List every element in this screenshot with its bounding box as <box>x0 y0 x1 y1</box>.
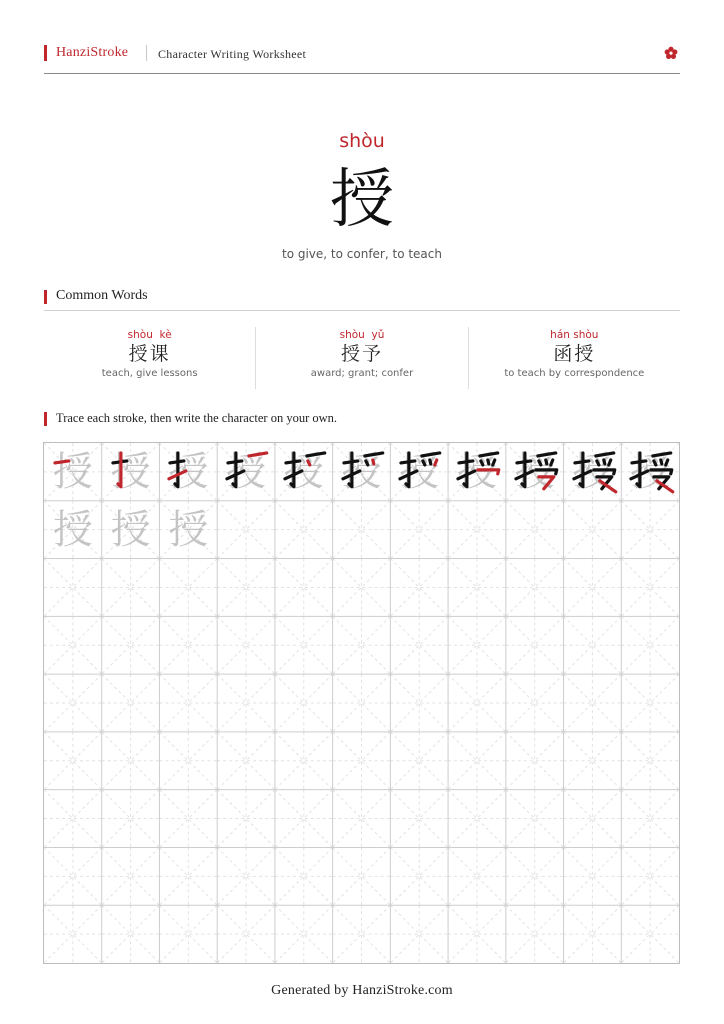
practice-cell[interactable] <box>621 443 679 501</box>
practice-cell[interactable] <box>448 790 506 848</box>
practice-cell[interactable] <box>506 790 564 848</box>
practice-cell[interactable] <box>159 847 217 905</box>
practice-cell[interactable] <box>506 443 564 501</box>
practice-cell[interactable] <box>390 559 448 617</box>
stroke-order-step <box>448 443 506 501</box>
practice-cell[interactable] <box>44 616 102 674</box>
practice-cell[interactable] <box>44 559 102 617</box>
practice-cell[interactable] <box>564 790 622 848</box>
practice-cell[interactable] <box>217 790 275 848</box>
practice-cell[interactable] <box>621 559 679 617</box>
practice-grid[interactable] <box>43 442 680 964</box>
practice-cell[interactable] <box>217 501 275 559</box>
practice-cell[interactable] <box>102 616 160 674</box>
trace-character: 授 <box>52 449 93 495</box>
practice-cell[interactable] <box>333 559 391 617</box>
practice-cell[interactable] <box>448 732 506 790</box>
stroke-order-step <box>102 443 160 501</box>
practice-cell[interactable] <box>275 674 333 732</box>
stroke-order-step <box>44 443 102 501</box>
practice-cell[interactable] <box>506 905 564 963</box>
practice-cell[interactable] <box>621 847 679 905</box>
practice-cell[interactable] <box>390 616 448 674</box>
practice-cell[interactable] <box>448 616 506 674</box>
practice-cell[interactable] <box>390 443 448 501</box>
word-hanzi: 授课 <box>128 343 171 365</box>
practice-cell[interactable] <box>44 905 102 963</box>
word-pinyin: shòu kè <box>127 329 172 341</box>
practice-cell[interactable] <box>159 905 217 963</box>
practice-cell[interactable] <box>564 443 622 501</box>
word-meaning: to teach by correspondence <box>504 368 645 379</box>
section-accent-bar <box>44 412 47 426</box>
practice-cell[interactable] <box>44 790 102 848</box>
practice-cell[interactable] <box>390 674 448 732</box>
practice-cell[interactable] <box>506 847 564 905</box>
practice-cell[interactable] <box>44 443 102 501</box>
common-words-title: Common Words <box>56 288 148 303</box>
practice-cell[interactable] <box>159 674 217 732</box>
worksheet-title: Character Writing Worksheet <box>158 47 307 61</box>
practice-cell[interactable] <box>102 443 160 501</box>
footer-credit: Generated by HanziStroke.com <box>271 983 453 998</box>
word-item <box>255 327 467 389</box>
practice-cell[interactable] <box>506 501 564 559</box>
worksheet-header <box>44 44 680 74</box>
practice-cell[interactable] <box>159 443 217 501</box>
practice-cell[interactable] <box>448 501 506 559</box>
practice-cell[interactable] <box>159 790 217 848</box>
practice-cell[interactable] <box>333 732 391 790</box>
practice-cell[interactable] <box>102 559 160 617</box>
practice-cell[interactable] <box>390 905 448 963</box>
practice-cell[interactable] <box>44 501 102 559</box>
practice-cell[interactable] <box>333 443 391 501</box>
practice-cell[interactable] <box>217 616 275 674</box>
trace-character: 授 <box>168 449 209 495</box>
practice-cell[interactable] <box>564 674 622 732</box>
practice-cell[interactable] <box>448 443 506 501</box>
practice-cell[interactable] <box>275 443 333 501</box>
character-hanzi: 授 <box>330 163 394 237</box>
trace-character: 授 <box>110 449 151 495</box>
practice-cell[interactable] <box>102 501 160 559</box>
practice-cell[interactable] <box>44 674 102 732</box>
practice-cell[interactable] <box>506 674 564 732</box>
practice-cell[interactable] <box>275 732 333 790</box>
word-pinyin: shòu yǔ <box>339 329 385 341</box>
stroke-order-step <box>564 443 622 501</box>
common-words-list <box>44 327 680 389</box>
practice-heading <box>44 411 680 429</box>
trace-character: 授 <box>283 449 324 495</box>
practice-cell[interactable] <box>506 616 564 674</box>
plum-blossom-icon <box>664 46 678 60</box>
practice-cell[interactable] <box>333 790 391 848</box>
common-words-heading <box>44 289 680 311</box>
practice-cell[interactable] <box>390 732 448 790</box>
practice-cell[interactable] <box>506 559 564 617</box>
trace-character: 授 <box>572 449 613 495</box>
practice-cell[interactable] <box>333 501 391 559</box>
practice-cell[interactable] <box>217 443 275 501</box>
stroke-order-step <box>217 443 275 501</box>
practice-cell[interactable] <box>564 847 622 905</box>
practice-cell[interactable] <box>102 790 160 848</box>
practice-cell[interactable] <box>44 732 102 790</box>
practice-cell[interactable] <box>275 905 333 963</box>
section-accent-bar <box>44 290 47 304</box>
practice-cell[interactable] <box>506 732 564 790</box>
practice-cell[interactable] <box>333 847 391 905</box>
practice-instruction: Trace each stroke, then write the character on your own. <box>56 411 338 425</box>
practice-cell[interactable] <box>448 905 506 963</box>
character-meaning: to give, to confer, to teach <box>281 247 442 261</box>
practice-cell[interactable] <box>621 905 679 963</box>
trace-character: 授 <box>52 506 93 553</box>
practice-cell[interactable] <box>621 616 679 674</box>
practice-cell[interactable] <box>448 674 506 732</box>
word-pinyin: hán shòu <box>550 329 599 341</box>
practice-cell[interactable] <box>217 847 275 905</box>
brand-name[interactable]: HanziStroke <box>56 45 129 60</box>
trace-character: 授 <box>399 449 440 495</box>
practice-cell[interactable] <box>159 616 217 674</box>
practice-cell[interactable] <box>448 847 506 905</box>
practice-cell[interactable] <box>333 905 391 963</box>
practice-cell[interactable] <box>564 732 622 790</box>
practice-cell[interactable] <box>390 790 448 848</box>
practice-cell[interactable] <box>102 847 160 905</box>
practice-cell[interactable] <box>621 674 679 732</box>
practice-cell[interactable] <box>217 559 275 617</box>
character-pinyin: shòu <box>339 130 385 152</box>
practice-cell[interactable] <box>275 790 333 848</box>
word-item <box>44 327 255 389</box>
practice-cell[interactable] <box>333 674 391 732</box>
practice-cell[interactable] <box>564 905 622 963</box>
practice-cell[interactable] <box>621 501 679 559</box>
trace-character: 授 <box>168 506 209 553</box>
stroke-order-step <box>506 443 564 501</box>
practice-cell[interactable] <box>448 559 506 617</box>
practice-cell[interactable] <box>564 616 622 674</box>
trace-character: 授 <box>630 449 671 495</box>
practice-cell[interactable] <box>564 559 622 617</box>
practice-cell[interactable] <box>159 501 217 559</box>
trace-character: 授 <box>226 449 267 495</box>
practice-cell[interactable] <box>217 905 275 963</box>
word-meaning: award; grant; confer <box>310 368 414 379</box>
stroke-order-step <box>621 443 679 501</box>
practice-cell[interactable] <box>275 559 333 617</box>
practice-cell[interactable] <box>275 847 333 905</box>
trace-character: 授 <box>456 449 497 495</box>
practice-cell[interactable] <box>102 732 160 790</box>
practice-cell[interactable] <box>44 847 102 905</box>
header-divider <box>146 45 147 61</box>
practice-cell[interactable] <box>390 501 448 559</box>
practice-cell[interactable] <box>564 501 622 559</box>
practice-cell[interactable] <box>275 616 333 674</box>
trace-character: 授 <box>514 449 555 495</box>
stroke-order-step <box>390 443 448 501</box>
practice-cell[interactable] <box>102 905 160 963</box>
practice-cell[interactable] <box>159 732 217 790</box>
practice-cell[interactable] <box>621 790 679 848</box>
practice-cell[interactable] <box>217 674 275 732</box>
practice-cell[interactable] <box>621 732 679 790</box>
word-item <box>468 327 680 389</box>
word-hanzi: 授予 <box>340 343 383 365</box>
stroke-order-step <box>159 443 217 501</box>
practice-cell[interactable] <box>217 732 275 790</box>
practice-cell[interactable] <box>390 847 448 905</box>
trace-character: 授 <box>110 506 151 553</box>
practice-cell[interactable] <box>333 616 391 674</box>
stroke-order-step <box>333 443 391 501</box>
stroke-order-step <box>275 443 333 501</box>
word-meaning: teach, give lessons <box>101 368 198 379</box>
word-hanzi: 函授 <box>553 343 596 365</box>
brand-accent-bar <box>44 45 47 61</box>
practice-cell[interactable] <box>102 674 160 732</box>
trace-character: 授 <box>341 449 382 495</box>
practice-cell[interactable] <box>275 501 333 559</box>
practice-cell[interactable] <box>159 559 217 617</box>
